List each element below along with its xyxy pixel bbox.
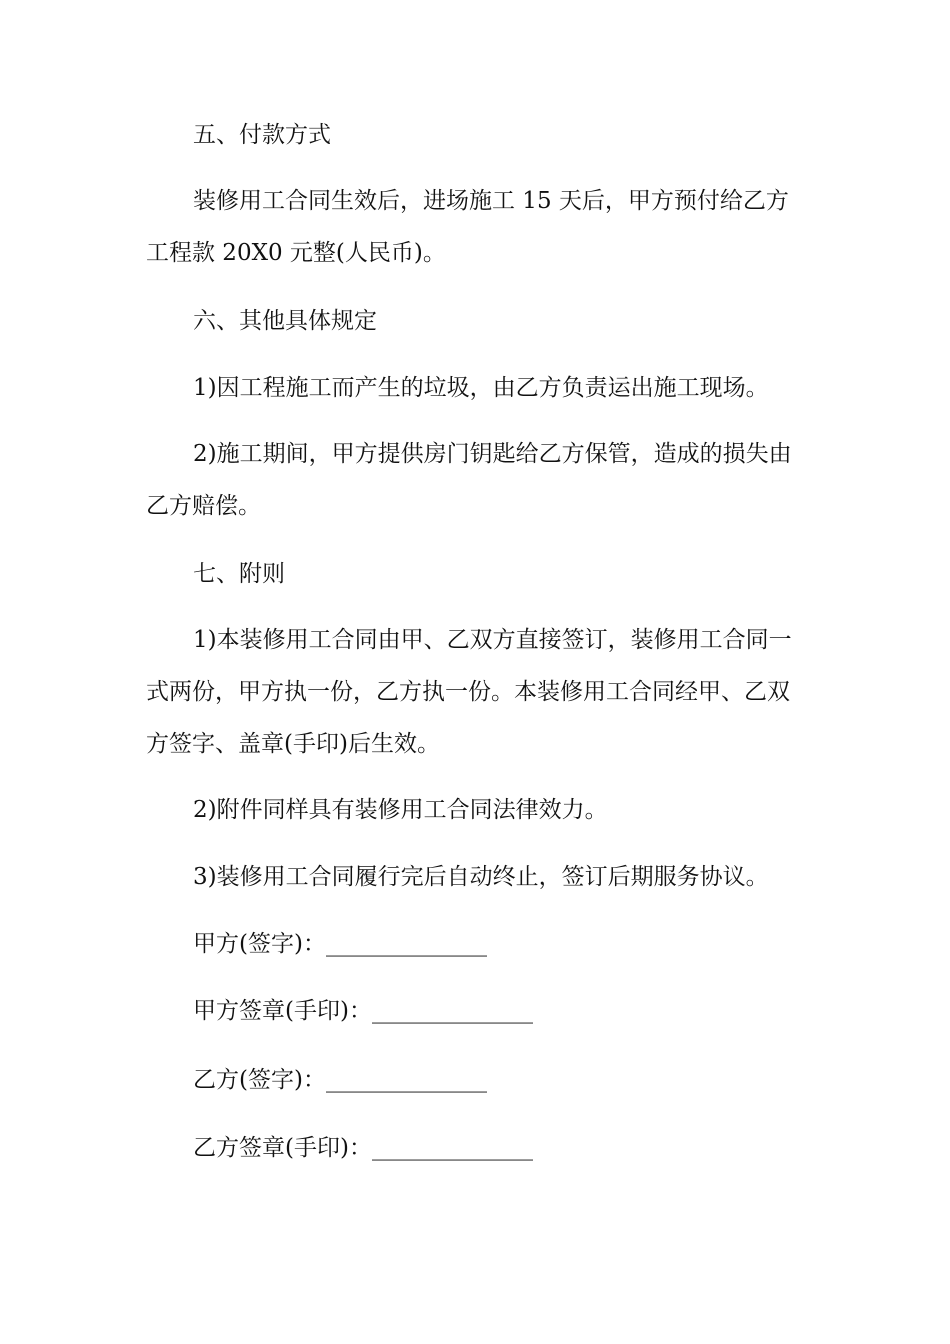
seal-party-b [193,1135,873,1162]
annex-item-3: 3)装修用工合同履行完后自动终止，签订后期服务协议。 [193,864,769,890]
rule-item-2-line-1: 2)施工期间，甲方提供房门钥匙给乙方保管，造成的损失由 [193,441,792,467]
signature-label: 甲方签章(手印)： [193,998,372,1024]
rule-item-2-line-2: 乙方赔偿。 [146,493,261,519]
signature-label: 乙方签章(手印)： [193,1135,372,1161]
rule-item-1: 1)因工程施工而产生的垃圾，由乙方负责运出施工现场。 [193,375,769,401]
signature-label: 乙方(签字)： [193,1067,326,1093]
payment-paragraph-line-1: 装修用工合同生效后，进场施工 15 天后，甲方预付给乙方 [193,188,789,214]
signature-blank: ______________ [371,998,533,1024]
signature-blank: ______________ [325,931,487,957]
annex-item-2: 2)附件同样具有装修用工合同法律效力。 [193,797,608,823]
payment-paragraph-line-2: 工程款 20X0 元整(人民币)。 [146,240,446,266]
signature-blank: ______________ [325,1067,487,1093]
signature-party-a [193,931,873,958]
section-heading-other-rules: 六、其他具体规定 [193,308,377,334]
section-heading-annex: 七、附则 [193,561,285,587]
signature-label: 甲方(签字)： [193,931,326,957]
signature-blank: ______________ [371,1135,533,1161]
annex-item-1-line-3: 方签字、盖章(手印)后生效。 [146,731,440,757]
seal-party-a [193,998,873,1025]
section-heading-payment: 五、付款方式 [193,122,331,148]
annex-item-1-line-1: 1)本装修用工合同由甲、乙双方直接签订，装修用工合同一 [193,627,792,653]
annex-item-1-line-2: 式两份，甲方执一份，乙方执一份。本装修用工合同经甲、乙双 [146,679,790,705]
signature-party-b [193,1067,873,1094]
